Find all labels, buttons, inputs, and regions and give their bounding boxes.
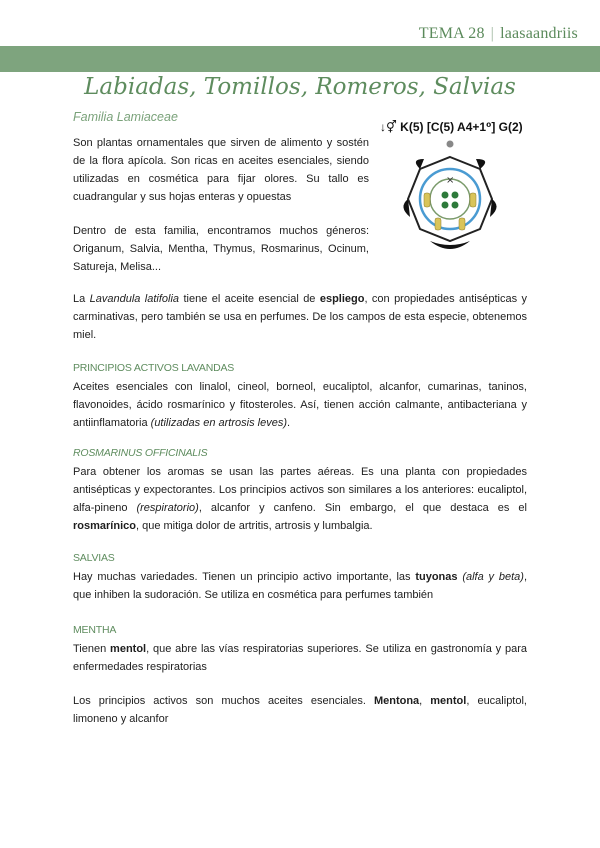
svg-text:×: × <box>446 175 455 186</box>
heading-mentha: MENTHA <box>73 624 117 636</box>
family-subtitle: Familia Lamiaceae <box>73 110 178 124</box>
page-header <box>419 25 578 43</box>
topic-label: TEMA 28 <box>418 25 485 42</box>
heading-salvias: SALVIAS <box>73 552 115 564</box>
heading-lavandas: PRINCIPIOS ACTIVOS LAVANDAS <box>73 362 235 374</box>
header-separator: | <box>490 25 495 42</box>
heading-rosmarinus: ROSMARINUS OFFICINALIS <box>73 447 208 459</box>
mentha-paragraph-2: Los principios activos son muchos aceites esenciales. Mentona, mentol, eucaliptol, limoneno y alcanfor <box>73 695 527 725</box>
intro-paragraph-2: Dentro de esta familia, encontramos muchos géneros: Origanum, Salvia, Mentha, Thymus, Rosmarinus, Ocinum, Satureja, Melisa... <box>73 225 369 273</box>
rosmarinus-paragraph: Para obtener los aromas se usan las partes aéreas. Es una planta con propiedades antisépticas y expectorantes. Los principios activos son similares a los anteriores: eucaliptol, alfa-pineno (respiratorio), alcanfor y canfeno. Sin embargo, el que destaca es el rosmarínico, que mitiga dolor de artritis, artrosis y lumbalgia. <box>73 466 527 532</box>
lavandula-paragraph: La Lavandula latifolia tiene el aceite esencial de espliego, con propiedades antisépticas y carminativas, pero también se usa en perfumes. De los campos de esta especie, obtenemos miel. <box>73 293 528 341</box>
salvias-paragraph: Hay muchas variedades. Tienen un principio activo importante, las tuyonas (alfa y beta), que inhiben la sudoración. Se utiliza en cosmética para perfumes también <box>73 571 527 601</box>
floral-diagram-image <box>380 137 500 257</box>
lavandas-paragraph: Aceites esenciales con linalol, cineol, borneol, eucaliptol, alcanfor, cumarinas, taninos, flavonoides, ácido rosmarínico y fitosteroles. Así, tienen acción calmante, antibacteriana y antiinflamatoria (utilizadas en artrosis leves). <box>73 381 527 429</box>
page-title: Labiadas, Tomillos, Romeros, Salvias <box>84 74 516 100</box>
mentha-paragraph-1: Tienen mentol, que abre las vías respiratorias superiores. Se utiliza en gastronomía y para enfermedades respiratorias <box>73 643 527 673</box>
author-label: laasaandriis <box>500 25 578 42</box>
header-band <box>0 46 600 72</box>
intro-paragraph-1: Son plantas ornamentales que sirven de alimento y sostén de la flora apícola. Son ricas en aceites esenciales, siendo utilizadas en cosmética para fijar olores. Su tallo es cuadrangular y sus hojas enteras y opuestas <box>73 137 369 203</box>
floral-formula: ↓⚥ K(5) [C(5) A4+1⁰] G(2) <box>380 120 523 134</box>
